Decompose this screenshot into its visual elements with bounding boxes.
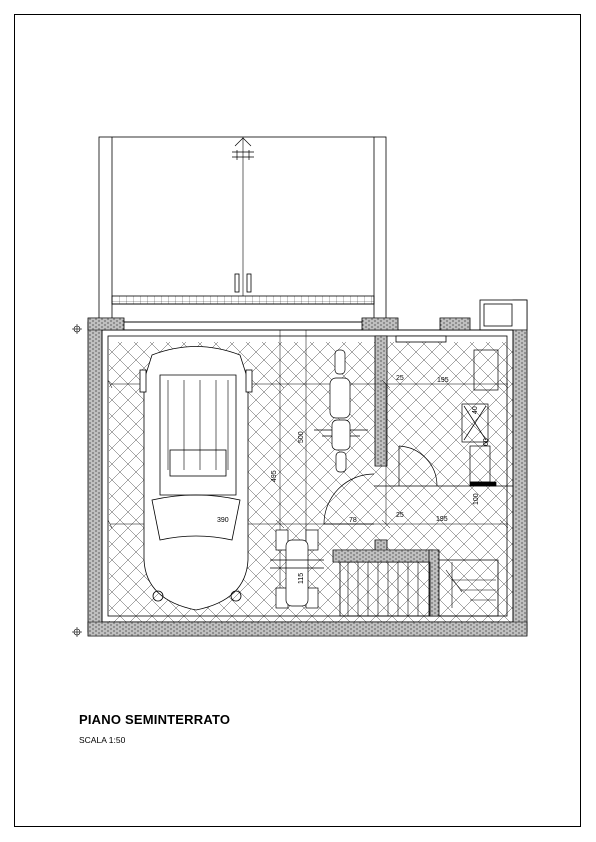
dim-25-bottom: 25 — [396, 512, 404, 519]
dim-78: 78 — [349, 517, 357, 524]
dim-390: 390 — [217, 517, 229, 524]
corner-markers — [72, 324, 82, 637]
ramp — [99, 137, 386, 322]
dim-500: 500 — [298, 431, 305, 443]
dim-115: 115 — [298, 572, 305, 584]
dim-100: 100 — [473, 493, 480, 505]
plan-title: PIANO SEMINTERRATO — [79, 712, 231, 727]
car-drawing — [140, 347, 252, 611]
dim-40: 40 — [472, 406, 479, 414]
dim-25-top: 25 — [396, 375, 404, 382]
dim-195-bottom: 195 — [436, 516, 448, 523]
dim-60: 60 — [483, 438, 490, 446]
plan-scale: SCALA 1:50 — [79, 735, 126, 745]
dim-495: 495 — [271, 470, 278, 482]
dim-195-top: 195 — [437, 377, 449, 384]
